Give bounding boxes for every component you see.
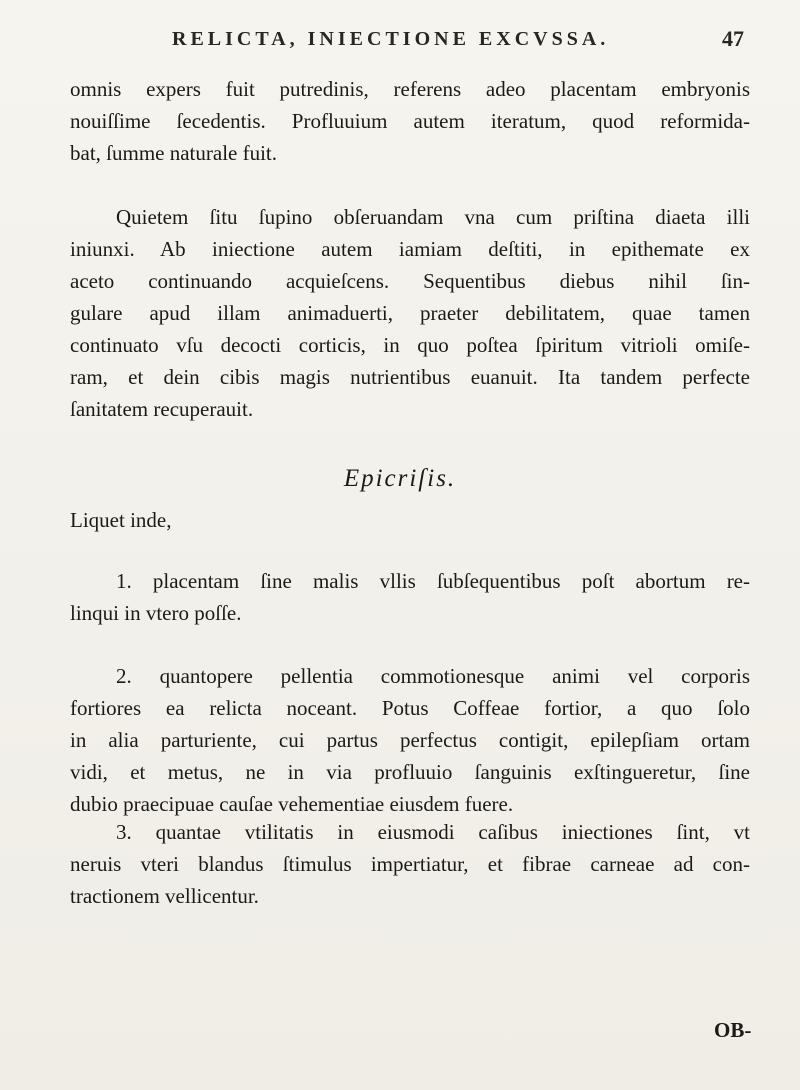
- running-title: RELICTA, INIECTIONE EXCVSSA.: [172, 28, 610, 50]
- text-line: tractionem vellicentur.: [70, 884, 259, 908]
- text-line: 2. quantopere pellentia commotionesque animi vel corporis: [116, 664, 750, 688]
- text-line: iniunxi. Ab iniectione autem iamiam deſtiti, in epithemate ex: [70, 237, 750, 261]
- list-item-2: [70, 660, 750, 820]
- text-line: gulare apud illam animaduerti, praeter debilitatem, quae tamen: [70, 301, 750, 325]
- text-line: dubio praecipuae cauſae vehementiae eiusdem fuere.: [70, 792, 514, 816]
- text-line: continuato vſu decocti corticis, in quo poſtea ſpiritum vitrioli omiſe-: [70, 333, 750, 357]
- paragraph-2: [70, 201, 750, 425]
- text-line: neruis vteri blandus ſtimulus impertiatur, et fibrae carneae ad con-: [70, 852, 750, 876]
- text-line: Quietem ſitu ſupino obſeruandam vna cum priſtina diaeta illi: [116, 205, 750, 229]
- text-line: in alia parturiente, cui partus perfectus contigit, epilepſiam ortam: [70, 728, 750, 752]
- text-line: linqui in vtero poſſe.: [70, 601, 242, 625]
- page-number: 47: [722, 26, 744, 51]
- text-line: vidi, et metus, ne in via profluuio ſanguinis exſtingueretur, ſine: [70, 760, 750, 784]
- paragraph-1: [70, 73, 750, 169]
- text-line: nouiſſime ſecedentis. Profluuium autem iteratum, quod reformida-: [70, 109, 750, 133]
- text-line: omnis expers fuit putredinis, referens adeo placentam embryonis: [70, 77, 750, 101]
- intro-line: Liquet inde,: [70, 508, 172, 532]
- list-item-1: [70, 565, 750, 629]
- list-item-3: [70, 816, 750, 912]
- catchword: OB-: [714, 1018, 752, 1042]
- text-line: bat, ſumme naturale fuit.: [70, 141, 278, 165]
- section-heading: Epicriſis.: [343, 465, 457, 492]
- text-line: 3. quantae vtilitatis in eiusmodi caſibus iniectiones ſint, vt: [116, 820, 750, 844]
- text-line: aceto continuando acquieſcens. Sequentibus diebus nihil ſin-: [70, 269, 750, 293]
- text-line: fortiores ea relicta noceant. Potus Coffeae fortior, a quo ſolo: [70, 696, 750, 720]
- text-line: ſanitatem recuperauit.: [70, 397, 254, 421]
- text-line: 1. placentam ſine malis vllis ſubſequentibus poſt abortum re-: [116, 569, 750, 593]
- text-line: ram, et dein cibis magis nutrientibus euanuit. Ita tandem perfecte: [70, 365, 750, 389]
